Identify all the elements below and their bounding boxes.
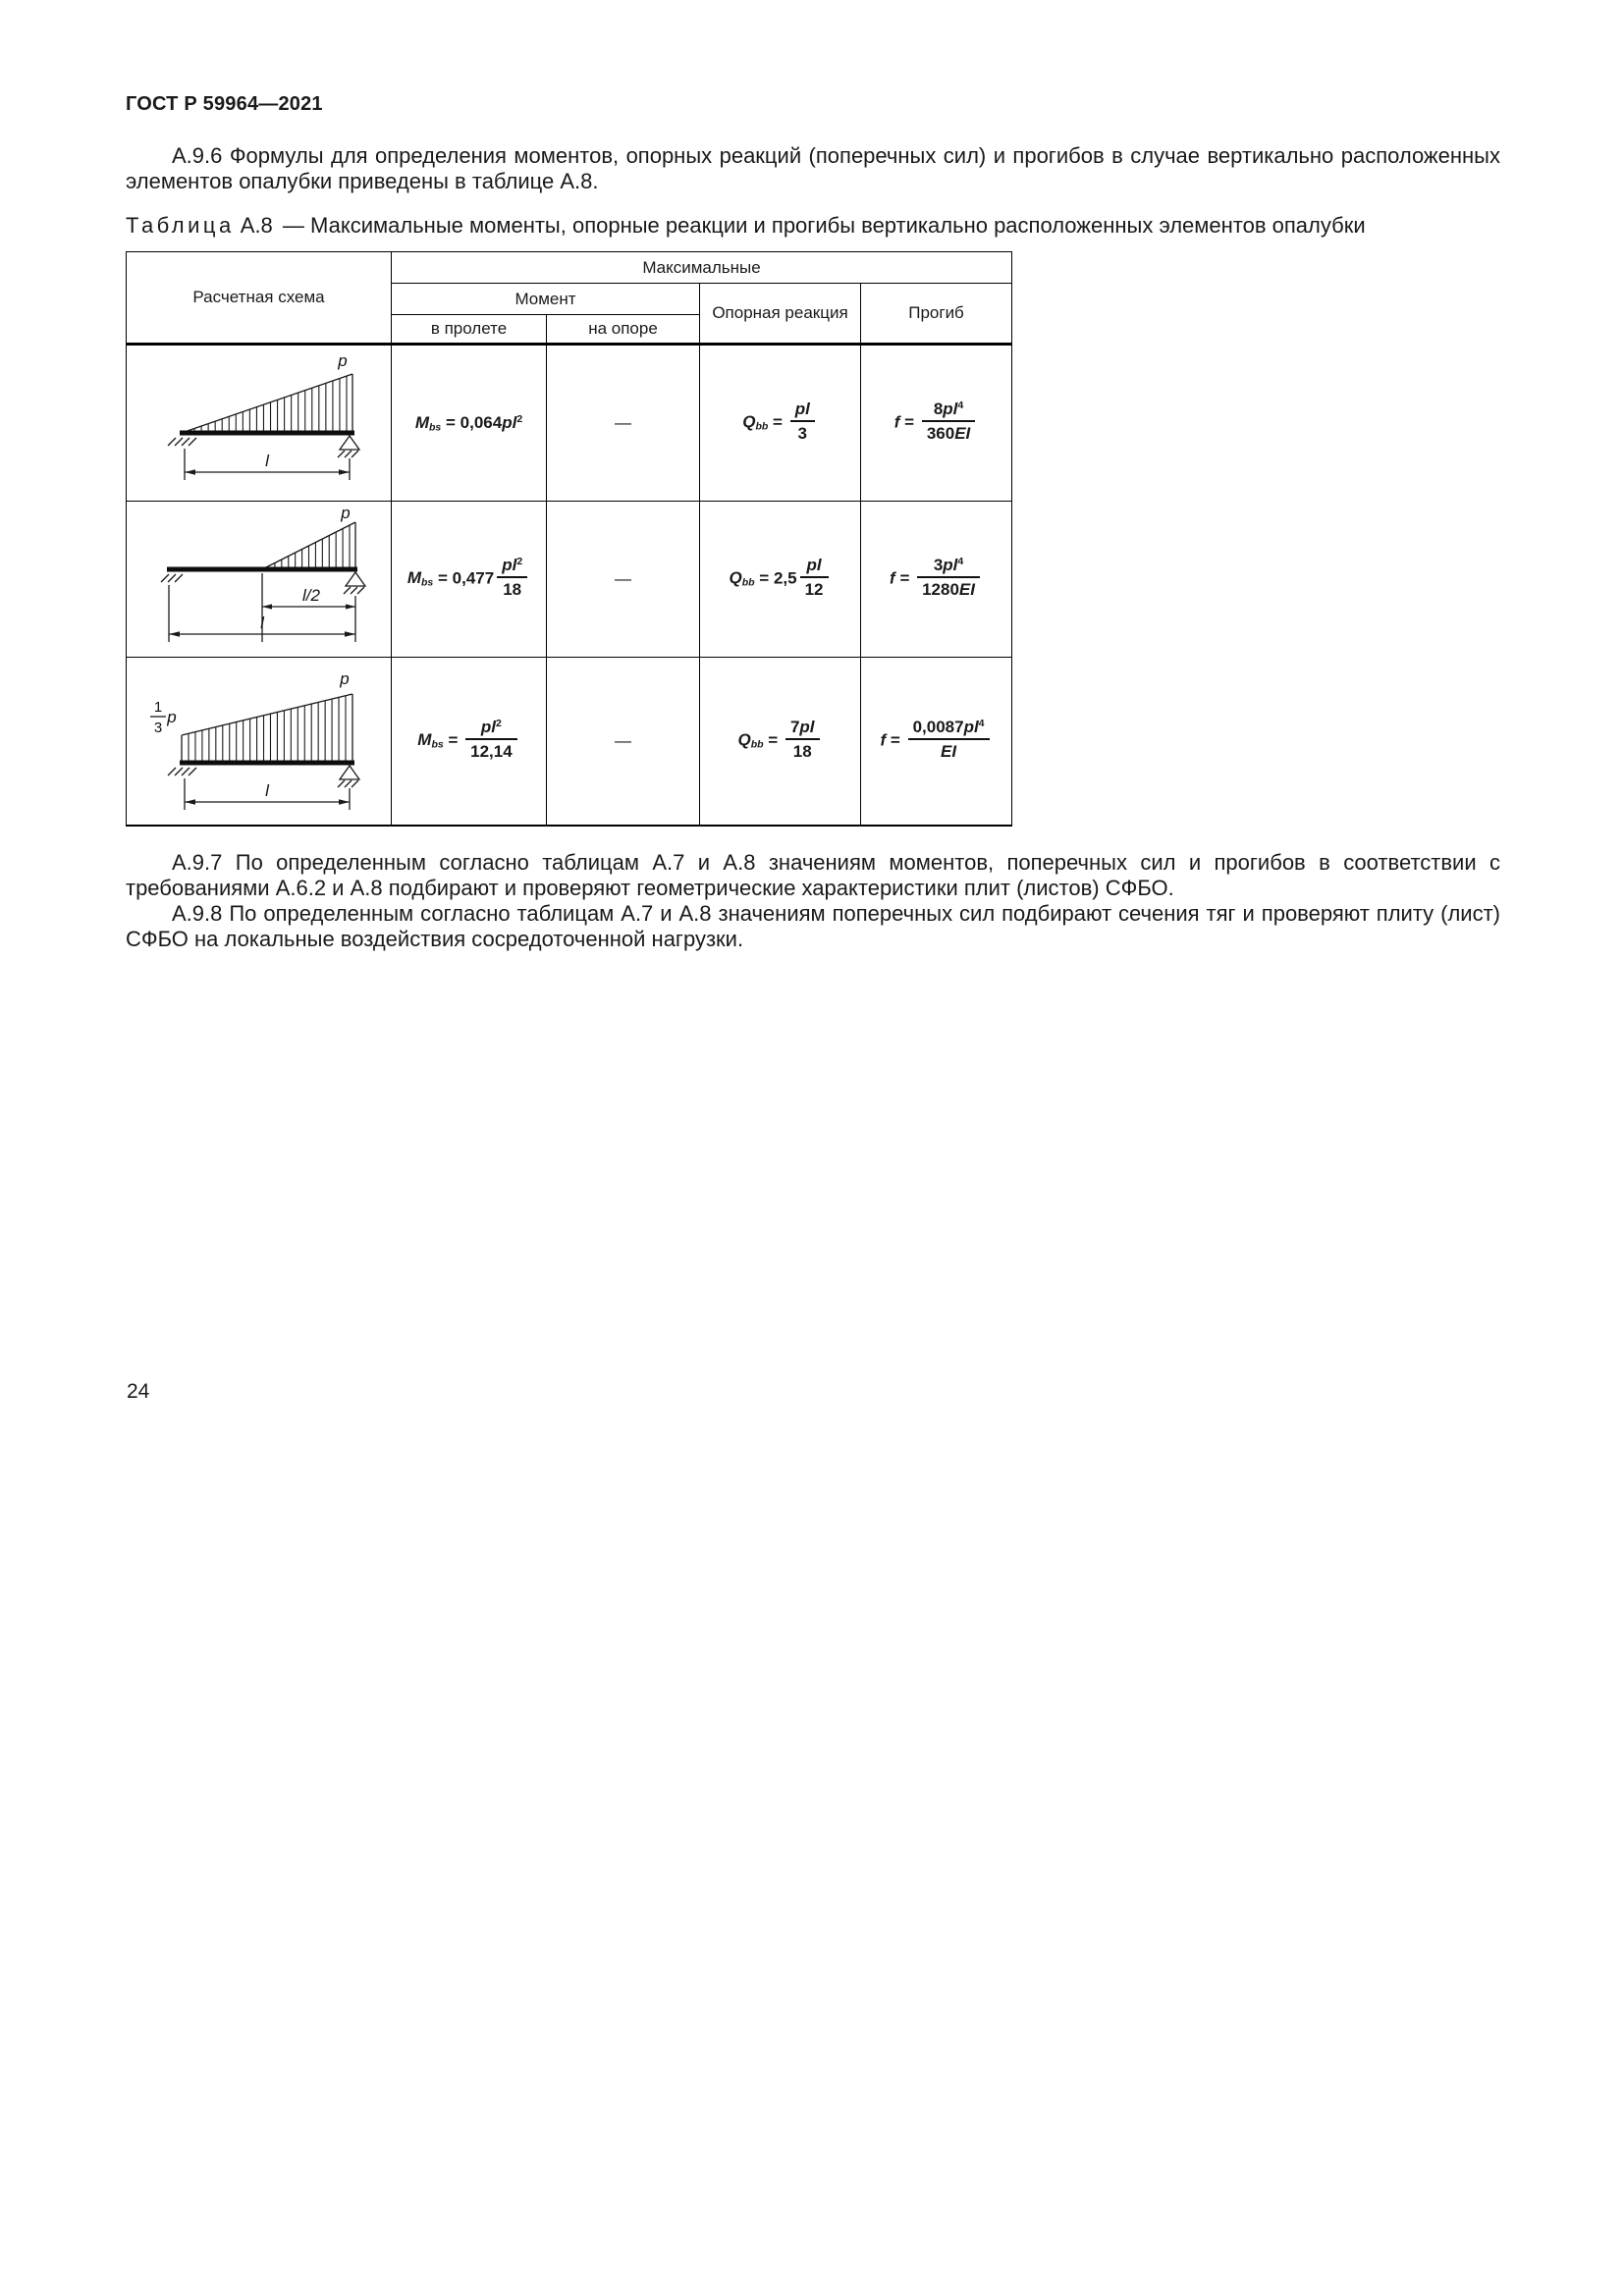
reaction-cell: $Q_{bb} = 2,5$ $\frac{pl}{12}$ — [700, 502, 861, 658]
scheme-cell-row3 — [127, 658, 392, 827]
load-label-p: p — [338, 351, 348, 370]
load-fraction-denominator: 3 — [153, 720, 163, 736]
deflection-cell: f = $\frac{0,0087pl^4}{EI}$ — [861, 658, 1012, 827]
right-support — [344, 572, 365, 594]
table-caption-number: А.8 — [240, 213, 273, 238]
left-support — [161, 574, 183, 582]
moment-span-cell: $M_{bs}$ = $\frac{pl^2}{12,14}$ — [392, 658, 547, 827]
moment-support-cell: — — [547, 658, 700, 827]
moment-span-cell: $M_{bs} = 0,064pl^2$ — [392, 345, 547, 502]
page-content — [126, 93, 1500, 952]
load-outline — [150, 694, 352, 763]
half-span-label: l/2 — [302, 586, 320, 605]
header-scheme: Расчетная схема — [127, 252, 392, 345]
load-fraction-variable: p — [167, 708, 177, 726]
distributed-load-hatch — [189, 696, 346, 763]
moment-span-cell: $M_{bs} = 0,477$ $\frac{pl^2}{18}$ — [392, 502, 547, 658]
moment-support-cell: — — [547, 502, 700, 658]
scheme-cell-row2 — [127, 502, 392, 658]
load-outline — [182, 374, 352, 433]
header-on-support: на опоре — [547, 315, 700, 345]
page-number: 24 — [127, 1380, 150, 1403]
reaction-cell: $Q_{bb}$ = $\frac{pl}{3}$ — [700, 345, 861, 502]
beam-diagram-trapezoidal-load — [133, 661, 398, 822]
table-a8 — [126, 251, 1012, 827]
table-caption-label: Таблица — [126, 213, 235, 238]
left-support — [168, 768, 196, 775]
right-support — [338, 766, 359, 787]
load-label-p: p — [340, 669, 350, 688]
paragraph-a97: А.9.7 По определенным согласно таблицам А.7 и А.8 значениям моментов, поперечных сил и прогибов в соответствии с требованиями А.6.2 и А.8 подбирают и проверяют геометрические характеристики плит (листов) СФБО. — [126, 850, 1500, 900]
load-label-p: p — [341, 505, 351, 522]
left-support — [168, 438, 196, 446]
load-fraction-numerator: 1 — [153, 699, 163, 716]
right-support — [338, 436, 359, 457]
table-caption — [126, 213, 1500, 239]
doc-header: ГОСТ Р 59964—2021 — [126, 93, 323, 115]
header-reaction: Опорная реакция — [700, 284, 861, 345]
beam-diagram-half-span-load — [133, 505, 398, 654]
header-max: Максимальные — [392, 252, 1012, 284]
paragraph-a98: А.9.8 По определенным согласно таблицам А.7 и А.8 значениям поперечных сил подбирают сечения тяг и проверяют плиту (лист) СФБО на локальные воздействия сосредоточенной нагрузки. — [126, 901, 1500, 951]
header-moment: Момент — [392, 284, 700, 315]
moment-support-cell: — — [547, 345, 700, 502]
span-label-l: l — [265, 781, 269, 800]
beam-diagram-triangular-load — [133, 348, 398, 498]
header-deflection: Прогиб — [861, 284, 1012, 345]
paragraph-a96: А.9.6 Формулы для определения моментов, опорных реакций (поперечных сил) и прогибов в случае вертикально расположенных элементов опалубки приведены в таблице А.8. — [126, 143, 1500, 193]
deflection-cell: f = $\frac{3pl^4}{1280EI}$ — [861, 502, 1012, 658]
header-in-span: в пролете — [392, 315, 547, 345]
span-label-l: l — [260, 614, 264, 632]
span-label-l: l — [265, 452, 269, 470]
scheme-cell-row1 — [127, 345, 392, 502]
reaction-cell: $Q_{bb}$ = $\frac{7pl}{18}$ — [700, 658, 861, 827]
table-caption-text: — Максимальные моменты, опорные реакции и прогибы вертикально расположенных элементов опалубки — [282, 213, 1366, 238]
deflection-cell: f = $\frac{8pl^4}{360EI}$ — [861, 345, 1012, 502]
